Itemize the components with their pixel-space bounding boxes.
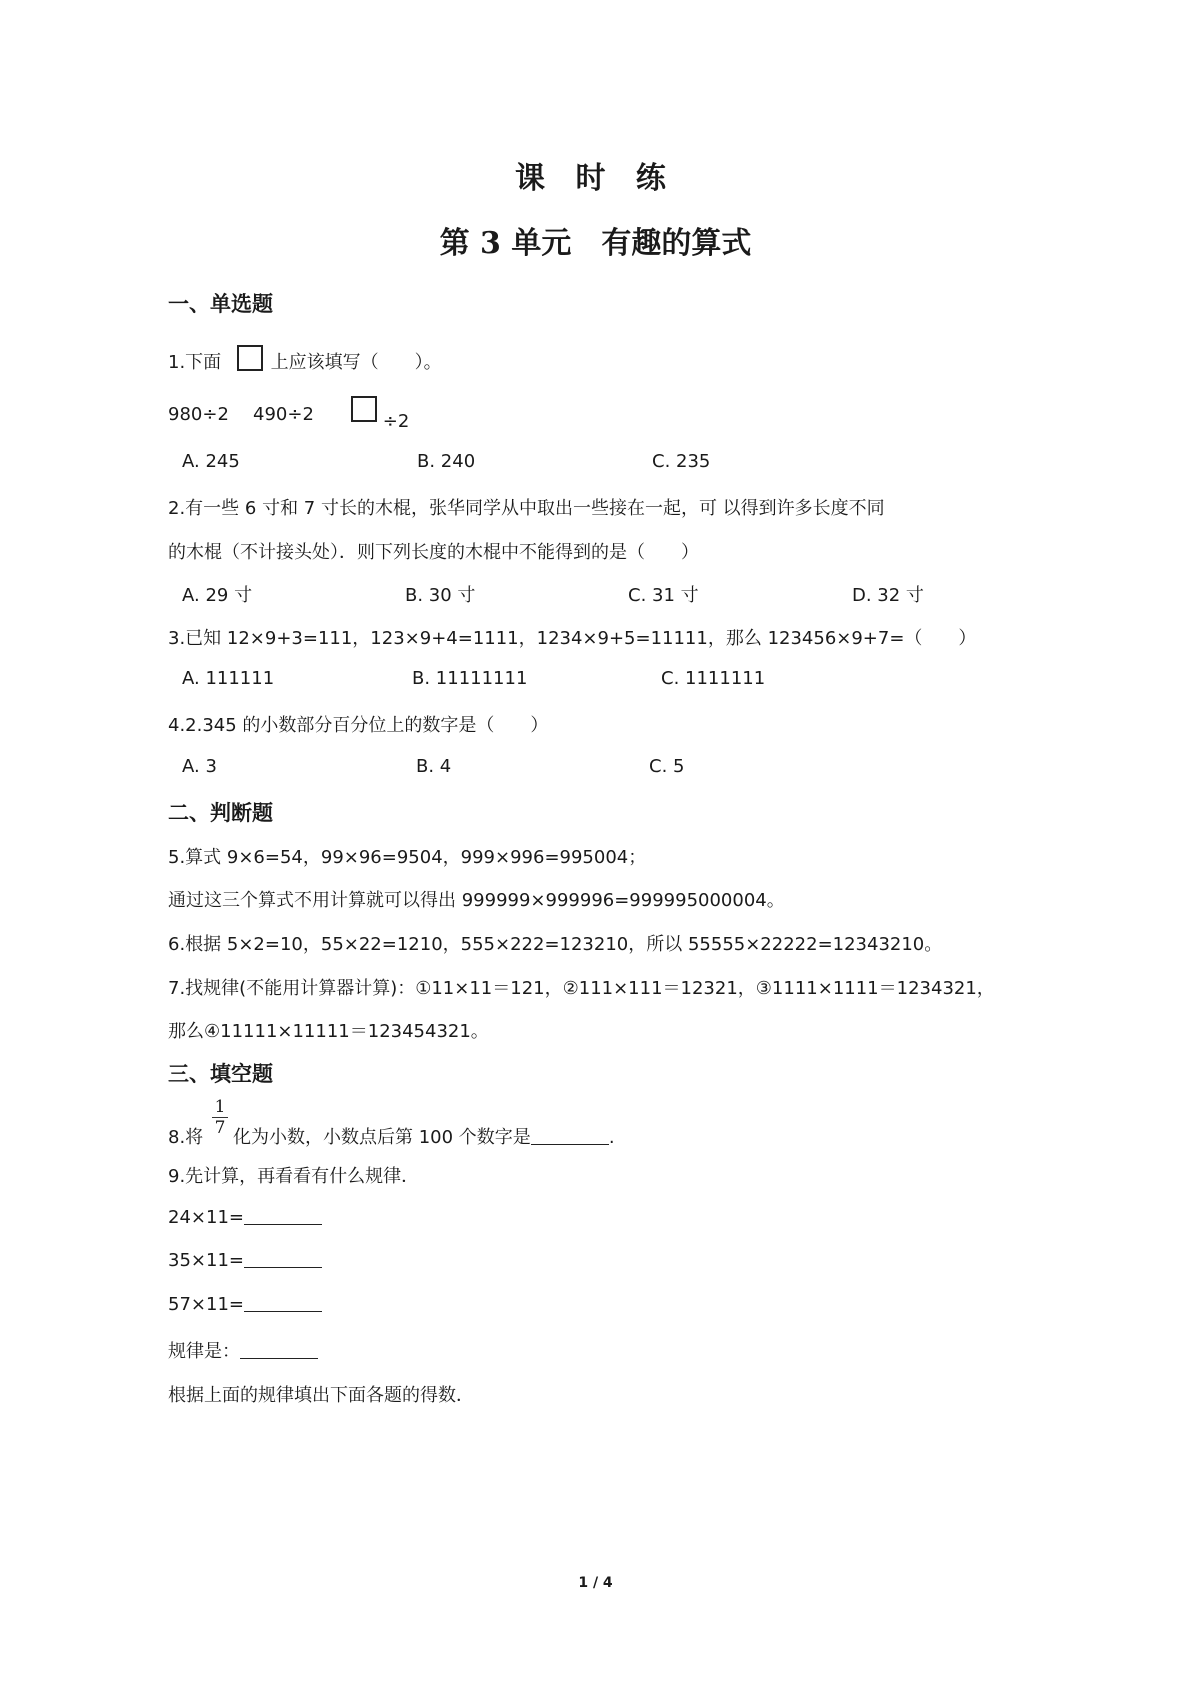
question-1-sequence-c	[351, 396, 410, 432]
question-6: 6.根据 5×2=10，55×22=1210，555×222=123210，所以 55555×22222=12343210。	[168, 934, 943, 955]
question-4-option-b[interactable]: B. 4	[416, 756, 452, 777]
question-2-option-c[interactable]: C. 31 寸	[628, 585, 699, 606]
question-9-tail: 根据上面的规律填出下面各题的得数．	[168, 1385, 474, 1406]
question-9-item-1-text: 24×11=	[168, 1207, 244, 1228]
question-5-line-2: 通过这三个算式不用计算就可以得出 999999×999996=999995000004。	[168, 890, 785, 911]
fraction-denominator: 7	[214, 1118, 226, 1138]
question-2-option-b[interactable]: B. 30 寸	[405, 585, 476, 606]
section-heading-single-choice: 一、单选题	[168, 292, 273, 316]
question-9-item-2-text: 35×11=	[168, 1250, 244, 1271]
question-8-answer-blank[interactable]	[531, 1144, 609, 1145]
question-7-line-1: 7.找规律(不能用计算器计算)：①11×11＝121，②111×111＝12321，③1111×1111＝1234321，	[168, 978, 995, 999]
page-subtitle: 第 3 单元 有趣的算式	[439, 226, 752, 261]
question-4-option-c[interactable]: C. 5	[649, 756, 685, 777]
question-3: 3.已知 12×9+3=111，123×9+4=1111，1234×9+5=11111，那么 123456×9+7=（ ）	[168, 628, 977, 649]
question-9-item-1	[168, 1207, 322, 1228]
question-8-suffix: 化为小数，小数点后第 100 个数字是	[233, 1127, 531, 1148]
answer-box-icon	[351, 396, 377, 422]
question-1-sequence-b: 490÷2	[253, 404, 314, 425]
question-4: 4.2.345 的小数部分百分位上的数字是（ ）	[168, 715, 549, 736]
question-1	[168, 345, 442, 374]
question-8-prefix: 8.将	[168, 1127, 204, 1148]
question-4-option-a[interactable]: A. 3	[182, 756, 217, 777]
question-9-rule-label: 规律是：	[168, 1341, 240, 1362]
question-3-option-b[interactable]: B. 11111111	[412, 668, 528, 689]
question-9-rule	[168, 1337, 318, 1363]
page-number: 1 / 4	[578, 1575, 613, 1591]
fraction-numerator: 1	[214, 1097, 226, 1117]
answer-blank[interactable]	[244, 1224, 322, 1225]
section-heading-true-false: 二、判断题	[168, 801, 273, 825]
page-title: 课 时 练	[515, 161, 676, 196]
answer-blank[interactable]	[244, 1311, 322, 1312]
fraction-one-seventh	[212, 1098, 228, 1137]
question-9-item-3	[168, 1294, 322, 1315]
rule-answer-blank[interactable]	[240, 1358, 318, 1359]
question-1-option-b[interactable]: B. 240	[417, 451, 476, 472]
question-2-line-1: 2.有一些 6 寸和 7 寸长的木棍，张华同学从中取出一些接在一起，可 以得到许多长度不同	[168, 498, 885, 519]
question-8-end: .	[608, 1127, 615, 1148]
question-7-line-2: 那么④11111×11111＝123454321。	[168, 1021, 489, 1042]
question-1-text-after: 上应该填写（ ）。	[270, 352, 442, 373]
answer-box-icon	[237, 345, 263, 371]
question-1-sequence-c-text: ÷2	[382, 411, 410, 432]
question-3-option-c[interactable]: C. 1111111	[661, 668, 766, 689]
question-1-option-a[interactable]: A. 245	[182, 451, 240, 472]
question-2-line-2: 的木棍（不计接头处）．则下列长度的木棍中不能得到的是（ ）	[168, 542, 699, 563]
question-3-option-a[interactable]: A. 111111	[182, 668, 275, 689]
question-1-sequence-a: 980÷2	[168, 404, 229, 425]
question-5-line-1: 5.算式 9×6=54，99×96=9504，999×996=995004；	[168, 847, 647, 868]
question-1-option-c[interactable]: C. 235	[652, 451, 711, 472]
question-9-item-3-text: 57×11=	[168, 1294, 244, 1315]
question-1-text-before: 1.下面	[168, 352, 222, 373]
answer-blank[interactable]	[244, 1267, 322, 1268]
question-9: 9.先计算，再看看有什么规律．	[168, 1166, 420, 1187]
question-2-option-a[interactable]: A. 29 寸	[182, 585, 253, 606]
question-9-item-2	[168, 1250, 322, 1271]
question-2-option-d[interactable]: D. 32 寸	[852, 585, 924, 606]
section-heading-fill-blank: 三、填空题	[168, 1062, 273, 1086]
question-8-text	[233, 1123, 615, 1149]
